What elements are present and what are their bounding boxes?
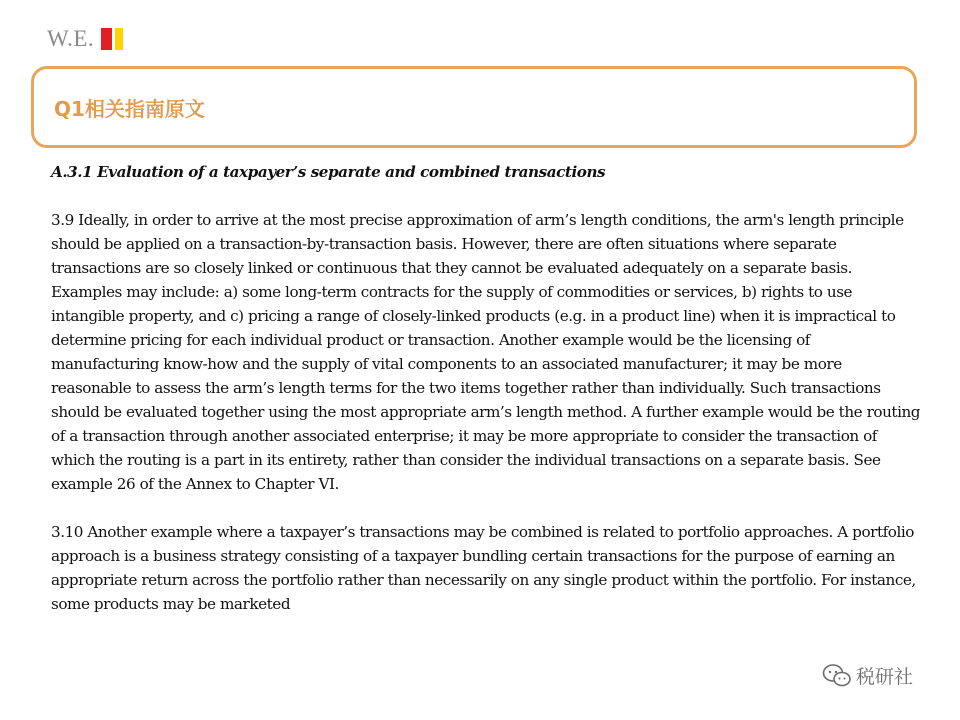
logo-red-bar (101, 28, 112, 50)
logo-yellow-bar (115, 28, 123, 50)
document-body (51, 160, 921, 616)
section-heading: A.3.1 Evaluation of a taxpayer’s separate and combined transactions (51, 163, 606, 181)
logo-text: W.E. (47, 26, 95, 51)
spacer (51, 496, 921, 520)
page-title: Q1相关指南原文 (54, 96, 205, 121)
watermark (822, 662, 913, 689)
title-box (31, 66, 917, 148)
wechat-icon (822, 663, 852, 689)
watermark-text: 税研社 (856, 666, 914, 688)
spacer (51, 184, 921, 208)
logo-color-bars (101, 28, 123, 50)
paragraph-3-10: 3.10 Another example where a taxpayer’s transactions may be combined is related to portfolio approaches. A portfolio approach is a business strategy consisting of a taxpayer bundling certain transactions for the purpose of earning an appropriate return across the portfolio rather than necessarily on any single product within the portfolio. For instance, some products may be marketed (51, 523, 916, 613)
paragraph-3-9: 3.9 Ideally, in order to arrive at the most precise approximation of arm’s length conditions, the arm's length principle should be applied on a transaction-by-transaction basis. However, there are often situations where separate transactions are so closely linked or continuous that they cannot be evaluated adequately on a separate basis. Examples may include: a) some long-term contracts for the supply of commodities or services, b) rights to use intangible property, and c) pricing a range of closely-linked products (e.g. in a product line) when it is impractical to determine pricing for each individual product or transaction. Another example would be the licensing of manufacturing know-how and the supply of vital components to an associated manufacturer; it may be more reasonable to assess the arm’s length terms for the two items together rather than individually. Such transactions should be evaluated together using the most appropriate arm’s length method. A further example would be the routing of a transaction through another associated enterprise; it may be more appropriate to consider the transaction of which the routing is a part in its entirety, rather than consider the individual transactions on a separate basis. See example 26 of the Annex to Chapter VI. (51, 211, 921, 493)
we-logo (47, 26, 123, 52)
